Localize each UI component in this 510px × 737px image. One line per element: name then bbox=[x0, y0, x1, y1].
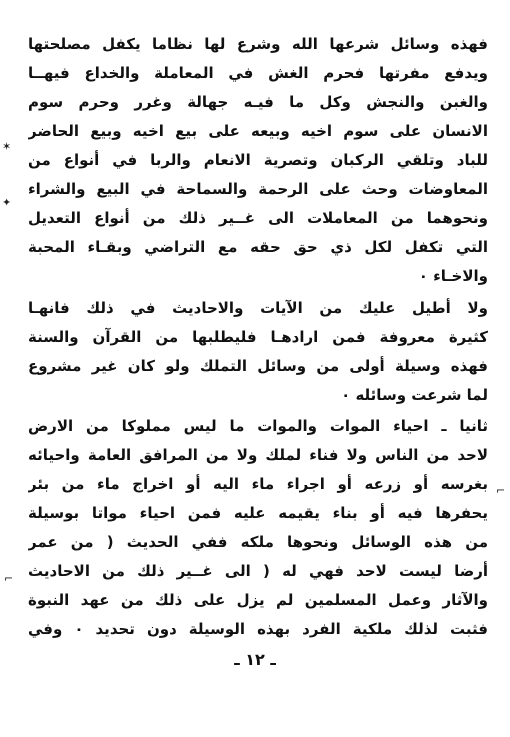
paragraph-2 bbox=[28, 294, 488, 410]
text-line: فثبت لذلك ملكية الفرد بهذه الوسيلة دون تحديد ٠ وفي bbox=[28, 620, 488, 638]
text-line: يحفرها فيه أو بناء يقيمه عليه فمن احياء مواتا بوسيلة bbox=[28, 504, 488, 522]
text-line: للباد وتلقي الركبان وتصرية الانعام والربا في أنواع من bbox=[28, 151, 488, 169]
scan-speck-icon: ⌐ bbox=[496, 484, 506, 497]
text-line: لاحد من الناس ولا فناء لملك ولا من المرافق العامة واحيائه bbox=[28, 446, 488, 464]
text-line: ولا أطيل عليك من الآيات والاحاديث في ذلك فانهـا bbox=[28, 299, 488, 317]
scan-speck-icon: ⌐ bbox=[4, 572, 14, 585]
scan-speck-icon: ✶ bbox=[2, 140, 12, 153]
text-line: ونحوهما من المعاملات الى غــير ذلك من أنواع التعديل bbox=[28, 209, 488, 227]
text-line: لما شرعت وسائله ٠ bbox=[341, 386, 488, 404]
text-line: كثيرة معروفة فمن ارادهـا فليطلبها من القرآن والسنة bbox=[28, 328, 488, 346]
text-line: المعاوضات وحث على الرحمة والسماحة في البيع والشراء bbox=[28, 180, 488, 198]
text-line: التي تكفل لكل ذي حق حقه مع التراضي وبقـاء المحبة bbox=[28, 238, 488, 256]
text-line: أرضا ليست لاحد فهي له ( الى غــير ذلك من الاحاديث bbox=[28, 562, 488, 580]
text-line: ويدفع مفرتها فحرم الغش في المعاملة والخداع فيهــا bbox=[28, 64, 488, 82]
text-line: ثانيا ـ احياء الموات والموات ما ليس مملوكا من الارض bbox=[28, 417, 488, 435]
text-line: فهذه وسيلة أولى من وسائل التملك ولو كان غير مشروع bbox=[28, 357, 488, 375]
text-line: من هذه الوسائل ونحوها ملكه ففي الحديث ( من عمر bbox=[28, 533, 488, 551]
text-line: فهذه وسائل شرعها الله وشرع لها نظاما يكفل مصلحتها bbox=[28, 35, 488, 53]
text-line: والاخـاء ٠ bbox=[418, 267, 488, 285]
paragraph-1 bbox=[28, 30, 488, 291]
text-line: بغرسه أو زرعه أو اجراء ماء اليه أو اخراج ماء من بئر bbox=[28, 475, 488, 493]
text-line: الانسان على سوم اخيه وبيعه على بيع اخيه وبيع الحاضر bbox=[28, 122, 488, 140]
page-number: ـ ١٢ ـ bbox=[234, 650, 276, 669]
scan-speck-icon: ✦ bbox=[2, 196, 12, 209]
text-line: والآثار وعمل المسلمين لم يزل على ذلك من عهد النبوة bbox=[28, 591, 488, 609]
text-line: والغبن والنجش وكل ما فيـه جهالة وغرر وحرم سوم bbox=[28, 93, 488, 111]
paragraph-3 bbox=[28, 412, 488, 644]
